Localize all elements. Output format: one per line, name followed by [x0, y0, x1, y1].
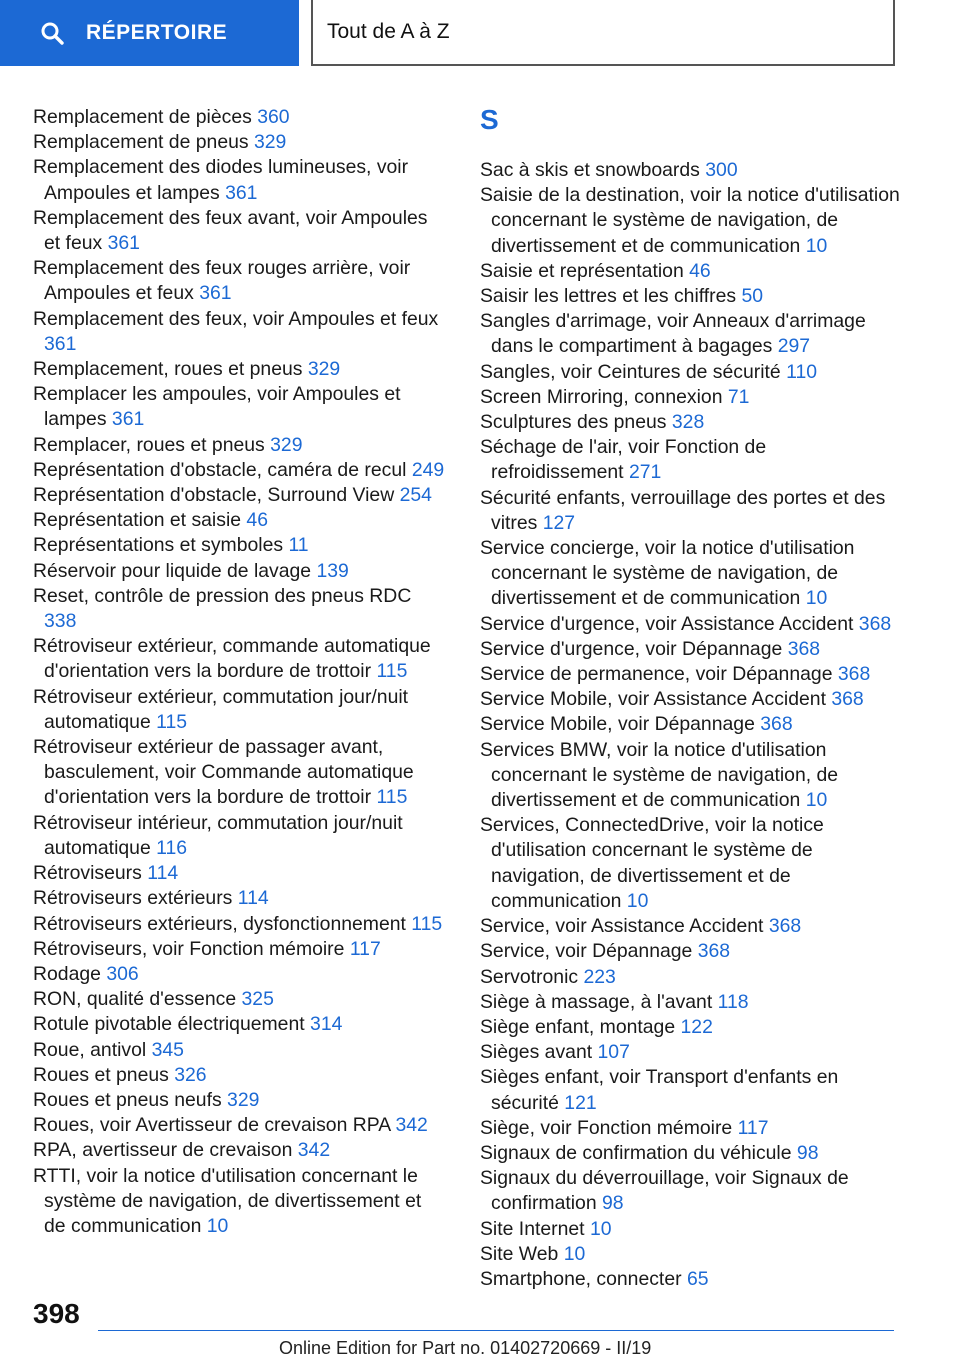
entry-text: Service concierge, voir la notice d'utilisation concernant le système de navigation, de divertissement et de communication — [480, 537, 855, 610]
page-link[interactable]: 361 — [199, 282, 232, 305]
page-link[interactable]: 361 — [107, 232, 140, 255]
entry-text: Services BMW, voir la notice d'utilisation concernant le système de navigation, de divertissement et de communication — [480, 738, 839, 812]
entry-text: Remplacement de pièces — [33, 106, 258, 128]
index-entry — [33, 130, 448, 155]
index-entry — [33, 533, 448, 558]
page-link[interactable]: 65 — [686, 1267, 709, 1290]
page-link[interactable]: 10 — [589, 1217, 612, 1240]
index-entry — [33, 584, 448, 634]
index-entry — [33, 685, 448, 735]
index-entry — [480, 1242, 900, 1267]
page-link[interactable]: 117 — [737, 1116, 769, 1139]
entry-text: Rétroviseur extérieur de passager avant, basculement, voir Commande automatique d'orientation vers la bordure de trottoir — [33, 736, 414, 809]
page-link[interactable]: 118 — [717, 990, 749, 1013]
page-link[interactable]: 110 — [786, 360, 818, 383]
page-link[interactable]: 338 — [44, 610, 77, 633]
index-entry — [33, 735, 448, 811]
page-link[interactable]: 10 — [563, 1242, 586, 1265]
page-link[interactable]: 325 — [241, 988, 274, 1011]
footer-divider — [98, 1330, 894, 1331]
index-entry — [480, 360, 900, 385]
index-entry — [33, 811, 448, 861]
page-link[interactable]: 368 — [760, 713, 793, 736]
search-icon — [40, 21, 64, 45]
page-link[interactable]: 368 — [837, 663, 871, 686]
index-entry — [33, 987, 448, 1012]
index-entry — [480, 1141, 900, 1166]
entry-text: RPA, avertisseur de crevaison — [33, 1139, 298, 1162]
index-entry — [33, 861, 448, 886]
entry-text: Site Web — [480, 1242, 564, 1265]
entry-text: Remplacement, roues et pneus — [33, 358, 308, 381]
index-entry — [480, 687, 900, 712]
page-link[interactable]: 10 — [805, 234, 828, 257]
page-link[interactable]: 115 — [156, 710, 188, 733]
page-link[interactable]: 115 — [376, 660, 408, 683]
index-entry — [480, 637, 900, 662]
page-link[interactable]: 368 — [768, 915, 802, 938]
page-link[interactable]: 114 — [237, 887, 269, 910]
entry-text: Sièges enfant, voir Transport d'enfants en sécurité — [480, 1066, 839, 1114]
page-link[interactable]: 10 — [626, 889, 649, 912]
index-entry — [33, 1012, 448, 1037]
page-link[interactable]: 368 — [831, 688, 864, 711]
index-entry — [480, 662, 900, 687]
index-entry — [33, 256, 448, 306]
entry-text: Roues, voir Avertisseur de crevaison RPA — [33, 1114, 396, 1137]
entry-text: Saisie et représentation — [480, 259, 690, 282]
entry-text: Screen Mirroring, connexion — [480, 385, 728, 408]
entry-text: Roues et pneus — [33, 1063, 175, 1086]
index-entry — [480, 1040, 900, 1065]
index-entry — [480, 259, 900, 284]
page-link[interactable]: 10 — [805, 789, 828, 812]
section-letter: S — [480, 104, 499, 135]
index-entry — [33, 937, 448, 962]
index-entry — [33, 1113, 448, 1138]
entry-text: Rétroviseurs, voir Fonction mémoire — [33, 937, 350, 960]
entry-text: Rétroviseur intérieur, commutation jour/nuit automatique — [33, 811, 403, 859]
page-link[interactable]: 297 — [777, 335, 811, 358]
index-entry — [33, 206, 448, 256]
page-link[interactable]: 50 — [741, 285, 764, 308]
entry-text: Sac à skis et snowboards — [480, 159, 706, 181]
index-entry — [480, 410, 900, 435]
entry-text: RTTI, voir la notice d'utilisation concernant le système de navigation, de divertissement et de communication — [33, 1164, 422, 1237]
page-link[interactable]: 342 — [395, 1114, 428, 1137]
entry-text: Services, ConnectedDrive, voir la notice d'utilisation concernant le système de navigation, de divertissement et de communication — [480, 814, 824, 912]
page-link[interactable]: 314 — [310, 1013, 343, 1036]
index-entry — [480, 486, 900, 536]
entry-text: Sangles, voir Ceintures de sécurité — [480, 360, 787, 383]
entry-text: Sièges avant — [480, 1041, 598, 1064]
directory-tab[interactable] — [0, 0, 299, 66]
entry-text: Signaux du déverrouillage, voir Signaux de confirmation — [480, 1167, 849, 1215]
index-entry — [480, 914, 900, 939]
page-link[interactable]: 116 — [156, 836, 188, 859]
entry-text: Rodage — [33, 962, 107, 985]
page-link[interactable]: 46 — [246, 509, 268, 532]
page-link[interactable]: 271 — [628, 461, 662, 484]
index-entry — [33, 433, 448, 458]
page-link[interactable]: 329 — [270, 433, 303, 456]
index-tab-label: Tout de A à Z — [327, 20, 450, 43]
page-link[interactable]: 117 — [349, 937, 381, 960]
entry-text: Service de permanence, voir Dépannage — [480, 663, 838, 686]
page-link[interactable]: 368 — [697, 940, 731, 963]
entry-text: Rotule pivotable électriquement — [33, 1013, 311, 1036]
index-entry — [33, 357, 448, 382]
entry-text: Service Mobile, voir Dépannage — [480, 713, 761, 736]
entry-text: Roue, antivol — [33, 1038, 152, 1061]
entry-text: Remplacement des feux rouges arrière, voir Ampoules et feux — [33, 257, 411, 305]
entry-text: Saisir les lettres et les chiffres — [480, 285, 742, 308]
index-entry — [33, 1063, 448, 1088]
page-link[interactable]: 98 — [602, 1192, 624, 1215]
index-entry — [480, 738, 900, 814]
entry-text: Remplacer les ampoules, voir Ampoules et lampes — [33, 383, 401, 431]
index-entry — [33, 634, 448, 684]
entry-text: Signaux de confirmation du véhicule — [480, 1141, 797, 1164]
index-entry — [33, 1088, 448, 1113]
entry-text: Servotronic — [480, 965, 584, 988]
entry-text: Rétroviseur extérieur, commutation jour/nuit automatique — [33, 685, 409, 733]
index-entry — [480, 1267, 900, 1292]
index-entry — [480, 1015, 900, 1040]
entry-text: Remplacement de pneus — [33, 131, 254, 154]
index-entry — [480, 183, 900, 259]
index-entry — [33, 483, 448, 508]
footer-text: Online Edition for Part no. 01402720669 - II/19 — [279, 1338, 652, 1358]
page-link[interactable]: 368 — [858, 612, 892, 635]
index-entry — [33, 458, 448, 483]
index-entry — [480, 712, 900, 737]
index-entry — [480, 612, 900, 637]
page-link[interactable]: 115 — [376, 786, 408, 809]
index-entry — [33, 886, 448, 911]
page-link[interactable]: 361 — [44, 332, 77, 355]
index-tab[interactable] — [311, 0, 895, 66]
entry-text: Sculptures des pneus — [480, 411, 672, 434]
entry-text: Siège, voir Fonction mémoire — [480, 1116, 738, 1139]
entry-text: Remplacement des diodes lumineuses, voir Ampoules et lampes — [33, 156, 409, 204]
index-entry — [33, 1038, 448, 1063]
index-entry — [33, 508, 448, 533]
index-entry — [480, 1166, 900, 1216]
page-link[interactable]: 11 — [288, 534, 309, 557]
page-link[interactable]: 249 — [411, 458, 445, 481]
page-link[interactable]: 329 — [307, 358, 341, 381]
entry-text: Remplacement des feux avant, voir Ampoules et feux — [33, 206, 428, 255]
entry-text: Rétroviseurs extérieurs — [33, 887, 238, 910]
index-entry — [480, 385, 900, 410]
index-entry — [480, 158, 900, 183]
entry-text: RON, qualité d'essence — [33, 988, 242, 1011]
index-entry — [33, 155, 448, 205]
page-link[interactable]: 361 — [111, 408, 145, 431]
page-link[interactable]: 328 — [671, 411, 705, 434]
entry-text: Saisie de la destination, voir la notice d'utilisation concernant le système de navigation, de divertissement et de communication — [480, 184, 900, 257]
page-link[interactable]: 223 — [583, 965, 616, 988]
entry-text: Siège à massage, à l'avant — [480, 990, 718, 1013]
index-entry — [480, 813, 900, 914]
page-link[interactable]: 345 — [151, 1038, 184, 1061]
index-entry — [480, 990, 900, 1015]
index-column-right — [480, 105, 900, 1292]
page-link[interactable]: 121 — [564, 1091, 597, 1114]
page-link[interactable]: 254 — [399, 484, 432, 507]
page-link[interactable]: 360 — [257, 106, 290, 128]
directory-tab-label: RÉPERTOIRE — [86, 21, 228, 44]
index-entry — [480, 309, 900, 359]
header — [0, 0, 960, 66]
index-column-left — [33, 105, 448, 1239]
index-entry — [480, 1217, 900, 1242]
page-link[interactable]: 368 — [787, 637, 821, 660]
page-link[interactable]: 98 — [796, 1141, 819, 1164]
page-link[interactable]: 71 — [727, 385, 750, 408]
entry-text: Reset, contrôle de pression des pneus RDC — [33, 584, 412, 607]
page-link[interactable]: 361 — [225, 181, 258, 204]
page-link[interactable]: 10 — [206, 1214, 229, 1237]
entry-text: Remplacer, roues et pneus — [33, 433, 271, 456]
entry-text: Représentations et symboles — [33, 534, 289, 557]
index-entry — [33, 962, 448, 987]
page-link[interactable]: 139 — [316, 559, 349, 582]
entry-text: Représentation d'obstacle, caméra de recul — [33, 458, 412, 481]
index-entry — [480, 1065, 900, 1115]
entry-text: Service d'urgence, voir Dépannage — [480, 637, 788, 660]
page-link[interactable]: 46 — [689, 259, 711, 282]
index-entry — [33, 559, 448, 584]
index-entry — [480, 965, 900, 990]
page-link[interactable]: 115 — [411, 912, 443, 935]
entry-text: Sécurité enfants, verrouillage des portes et des vitres — [480, 486, 886, 534]
entry-text: Représentation d'obstacle, Surround View — [33, 484, 400, 507]
entry-text: Service d'urgence, voir Assistance Accident — [480, 612, 859, 635]
index-entry — [480, 939, 900, 964]
index-entry — [33, 105, 448, 130]
entry-text: Service, voir Assistance Accident — [480, 915, 769, 938]
index-entry — [33, 912, 448, 937]
index-entry — [480, 435, 900, 485]
index-entry — [33, 307, 448, 357]
entry-text: Smartphone, connecter — [480, 1267, 687, 1290]
page-link[interactable]: 300 — [705, 159, 738, 181]
page-link[interactable]: 326 — [174, 1063, 207, 1086]
entry-text: Service, voir Dépannage — [480, 940, 698, 963]
page-link[interactable]: 114 — [147, 862, 179, 885]
page-number: 398 — [33, 1298, 80, 1329]
index-entry — [33, 1138, 448, 1163]
index-entry — [480, 1116, 900, 1141]
page-link[interactable]: 127 — [542, 511, 576, 534]
entry-text: Rétroviseurs — [33, 862, 148, 885]
entry-text: Service Mobile, voir Assistance Accident — [480, 688, 832, 711]
index-entry — [480, 284, 900, 309]
page-link[interactable]: 329 — [227, 1088, 260, 1111]
page-link[interactable]: 306 — [106, 962, 139, 985]
entry-text: Sangles d'arrimage, voir Anneaux d'arrimage dans le compartiment à bagages — [480, 310, 866, 358]
index-entry — [33, 1164, 448, 1240]
page-link[interactable]: 342 — [297, 1139, 331, 1162]
entry-text: Remplacement des feux, voir Ampoules et feux — [33, 307, 439, 330]
page-link[interactable]: 10 — [805, 587, 828, 610]
entry-text: Roues et pneus neufs — [33, 1088, 228, 1111]
entry-text: Réservoir pour liquide de lavage — [33, 559, 317, 582]
entry-text: Site Internet — [480, 1217, 590, 1240]
index-entry — [33, 382, 448, 432]
page-link[interactable]: 107 — [597, 1041, 630, 1064]
entry-text: Siège enfant, montage — [480, 1015, 681, 1038]
entry-text: Rétroviseurs extérieurs, dysfonctionnement — [33, 912, 412, 935]
entry-text: Rétroviseur extérieur, commande automatique d'orientation vers la bordure de trottoir — [33, 635, 431, 683]
index-entry — [480, 536, 900, 612]
page-link[interactable]: 329 — [253, 131, 287, 154]
page-link[interactable]: 122 — [680, 1015, 713, 1038]
entry-text: Représentation et saisie — [33, 509, 247, 532]
entry-text: Séchage de l'air, voir Fonction de refroidissement — [480, 436, 767, 484]
